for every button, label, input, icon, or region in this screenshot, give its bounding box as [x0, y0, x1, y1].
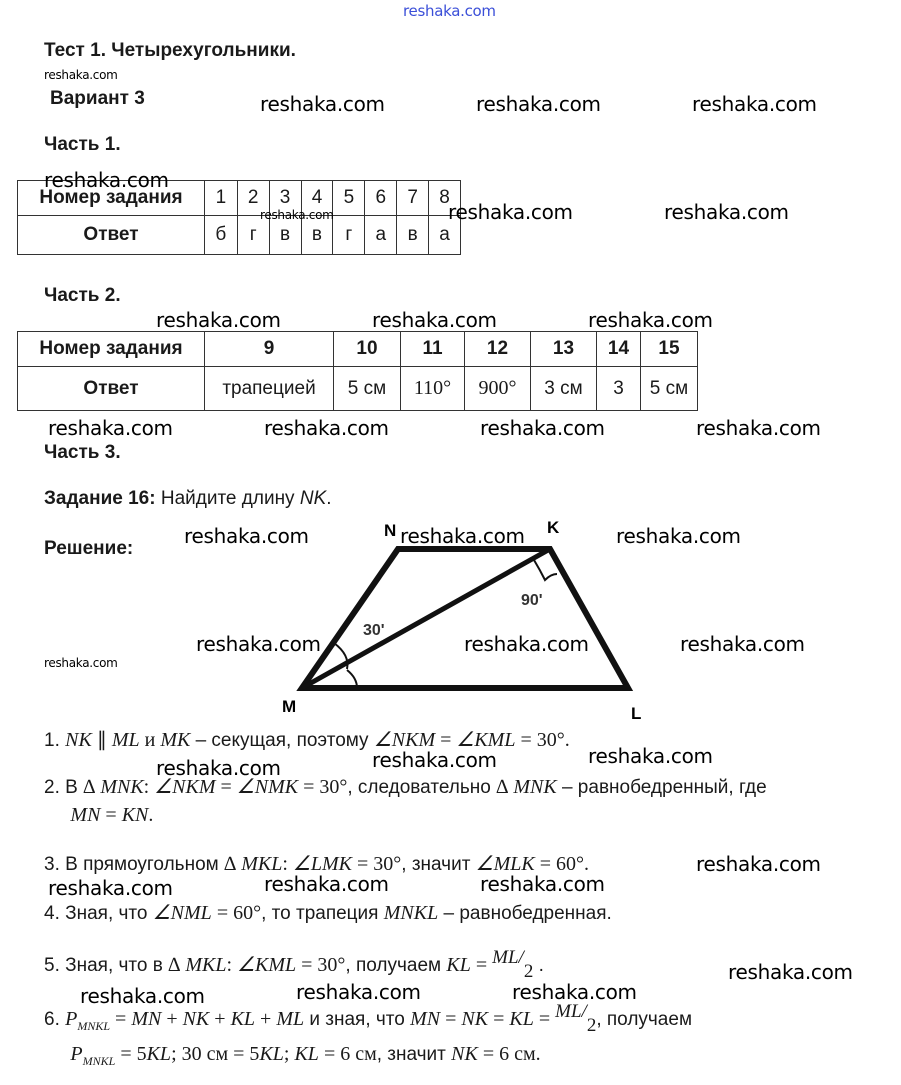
solution-text: 4. Зная, что: [44, 903, 153, 924]
watermark: reshaka.com: [588, 308, 713, 332]
math-expression: =: [215, 776, 237, 798]
math-expression: ∠NMK: [236, 776, 299, 798]
task-number: 3: [269, 181, 301, 216]
document-title: Тест 1. Четырехугольники.: [44, 40, 296, 61]
math-expression: NK: [451, 1043, 478, 1065]
solution-text: , получаем: [345, 955, 447, 976]
math-expression: ML/2: [555, 1001, 597, 1036]
math-expression: ML: [276, 1008, 305, 1030]
row-header-label: Номер задания: [18, 332, 205, 367]
row-answer-label: Ответ: [18, 216, 205, 255]
answer-cell: 900°: [465, 367, 531, 411]
math-expression: ; 30 см = 5: [171, 1043, 260, 1065]
task-number: 13: [531, 332, 597, 367]
fraction-denominator: 2: [586, 1015, 597, 1036]
math-expression: MNKL: [383, 902, 439, 924]
answer-cell: в: [301, 216, 333, 255]
math-expression: =: [470, 954, 493, 976]
math-expression: = 60°.: [534, 853, 590, 875]
task-variable: NK: [299, 488, 327, 509]
answer-cell: г: [333, 216, 365, 255]
watermark: reshaka.com: [48, 416, 173, 440]
watermark: reshaka.com: [400, 524, 525, 548]
solution-text: – равнобедренный, где: [556, 777, 767, 798]
math-expression: NK: [182, 1008, 210, 1030]
task-number: 4: [301, 181, 333, 216]
vertex-label-k: K: [547, 518, 560, 537]
watermark: reshaka.com: [156, 308, 281, 332]
solution-step-4: [44, 900, 612, 925]
watermark: reshaka.com: [196, 632, 321, 656]
math-expression: и: [139, 729, 161, 751]
watermark: reshaka.com: [264, 872, 389, 896]
task-number: 11: [401, 332, 465, 367]
math-expression: KL: [509, 1008, 534, 1030]
watermark: reshaka.com: [696, 416, 821, 440]
math-expression: ∠NML: [152, 902, 212, 924]
math-expression: :: [282, 853, 293, 875]
math-expression: MN: [410, 1008, 441, 1030]
math-expression: ∠NKM: [154, 776, 216, 798]
answer-cell: г: [237, 216, 269, 255]
solution-text: 5. Зная, что в: [44, 955, 169, 976]
watermark: reshaka.com: [184, 524, 309, 548]
watermark: reshaka.com: [480, 872, 605, 896]
solution-step-2-cont: [44, 804, 153, 827]
math-expression: ∆: [168, 954, 186, 976]
watermark: reshaka.com: [512, 980, 637, 1004]
watermark-top-link[interactable]: reshaka.com: [403, 2, 496, 20]
math-expression: =: [435, 729, 457, 751]
math-expression: ∠MLK: [475, 853, 535, 875]
watermark: reshaka.com: [616, 524, 741, 548]
solution-text: 3. В прямоугольном: [44, 854, 224, 875]
math-expression: P: [65, 1008, 78, 1030]
diagonal-mk: [302, 549, 550, 688]
task-number: 10: [334, 332, 401, 367]
math-expression: MNKL: [82, 1053, 116, 1068]
math-expression: MN: [131, 1008, 162, 1030]
math-expression: ∆: [496, 776, 514, 798]
watermark: reshaka.com: [696, 852, 821, 876]
right-angle-mark: [534, 560, 557, 580]
row-header-label: Номер задания: [18, 181, 205, 216]
watermark: reshaka.com: [260, 92, 385, 116]
task-number: 7: [397, 181, 429, 216]
solution-text: и зная, что: [304, 1009, 411, 1030]
math-expression: MKL: [241, 853, 283, 875]
part2-heading: Часть 2.: [44, 285, 121, 306]
part3-heading: Часть 3.: [44, 442, 121, 463]
task-end: .: [326, 488, 332, 509]
math-expression: ;: [283, 1043, 295, 1065]
fraction-denominator: 2: [523, 961, 534, 982]
answer-cell: трапецией: [205, 367, 334, 411]
watermark: reshaka.com: [448, 200, 573, 224]
solution-text: , значит: [376, 1044, 452, 1065]
solution-text: , значит: [401, 854, 476, 875]
watermark: reshaka.com: [692, 92, 817, 116]
solution-label: Решение:: [44, 538, 134, 559]
task-number: 5: [333, 181, 365, 216]
math-expression: NK: [65, 729, 92, 751]
solution-text: 2. В: [44, 777, 84, 798]
answer-cell: 5 см: [641, 367, 698, 411]
math-expression: ∥: [91, 729, 112, 751]
math-expression: =: [110, 1008, 132, 1030]
task-number: 9: [205, 332, 334, 367]
watermark: reshaka.com: [48, 876, 173, 900]
math-expression: = 6 см: [318, 1043, 377, 1065]
answer-cell: 3 см: [531, 367, 597, 411]
math-expression: = 5: [115, 1043, 147, 1065]
vertex-label-l: L: [631, 704, 642, 723]
watermark: reshaka.com: [728, 960, 853, 984]
math-expression: =: [440, 1008, 462, 1030]
math-expression: =: [100, 804, 122, 826]
angle-label-90: 90': [521, 592, 543, 609]
watermark: reshaka.com: [480, 416, 605, 440]
answer-cell: в: [397, 216, 429, 255]
math-expression: ∠LMK: [292, 853, 352, 875]
task-number: 2: [237, 181, 269, 216]
row-answer-label: Ответ: [18, 367, 205, 411]
solution-step-6: [44, 1001, 693, 1036]
math-expression: :: [143, 776, 155, 798]
math-expression: ML/2: [492, 947, 534, 982]
solution-text: 1.: [44, 730, 66, 751]
math-expression: ∆: [223, 853, 242, 875]
math-expression: NK: [461, 1008, 489, 1030]
math-expression: +: [161, 1008, 183, 1030]
watermark: reshaka.com: [156, 756, 281, 780]
solution-text: .: [533, 955, 544, 976]
watermark: reshaka.com: [264, 416, 389, 440]
math-expression: =: [488, 1008, 510, 1030]
part1-heading: Часть 1.: [44, 134, 121, 155]
watermark: reshaka.com: [296, 980, 421, 1004]
answer-cell: 5 см: [334, 367, 401, 411]
math-expression: P: [70, 1043, 83, 1065]
answer-cell: 3: [597, 367, 641, 411]
answer-cell: а: [365, 216, 397, 255]
watermark: reshaka.com: [476, 92, 601, 116]
task-number: 8: [429, 181, 461, 216]
math-expression: +: [209, 1008, 231, 1030]
watermark: reshaka.com: [464, 632, 589, 656]
math-expression: MNK: [513, 776, 557, 798]
watermark: reshaka.com: [260, 208, 334, 222]
task-number: 15: [641, 332, 698, 367]
trapezoid-mnkl: [302, 549, 628, 688]
watermark: reshaka.com: [80, 984, 205, 1008]
answer-cell: б: [205, 216, 238, 255]
watermark: reshaka.com: [664, 200, 789, 224]
solution-text: – секущая, поэтому: [190, 730, 374, 751]
math-expression: MNKL: [77, 1018, 111, 1033]
solution-text: 6.: [44, 1009, 66, 1030]
task-number: 6: [365, 181, 397, 216]
task-text: Найдите длину: [155, 488, 300, 509]
math-expression: ML: [111, 729, 140, 751]
math-expression: KL: [146, 1043, 172, 1065]
math-expression: .: [148, 804, 154, 826]
math-expression: ∆: [83, 776, 101, 798]
answer-cell: в: [269, 216, 301, 255]
watermark: reshaka.com: [44, 168, 169, 192]
math-expression: KL: [446, 954, 471, 976]
vertex-label-n: N: [384, 521, 397, 540]
vertex-label-m: M: [282, 697, 297, 716]
answer-cell: а: [429, 216, 461, 255]
math-expression: KN: [121, 804, 149, 826]
math-expression: = 30°: [296, 954, 346, 976]
solution-text: , получаем: [596, 1009, 693, 1030]
math-expression: :: [226, 954, 238, 976]
math-expression: =: [533, 1008, 556, 1030]
watermark: reshaka.com: [372, 748, 497, 772]
math-expression: = 6 см.: [477, 1043, 541, 1065]
math-expression: MNK: [100, 776, 144, 798]
math-expression: KL: [294, 1043, 319, 1065]
math-expression: ∠KML: [237, 954, 297, 976]
watermark: reshaka.com: [372, 308, 497, 332]
math-expression: ∠NKM: [373, 729, 436, 751]
task-number: 12: [465, 332, 531, 367]
math-expression: MKL: [185, 954, 227, 976]
solution-text: [44, 1044, 70, 1065]
variant-heading: Вариант 3: [50, 88, 145, 109]
task-number: 1: [205, 181, 238, 216]
watermark: reshaka.com: [588, 744, 713, 768]
solution-step-5: [44, 947, 544, 982]
watermark: reshaka.com: [44, 656, 118, 670]
answer-cell: 110°: [401, 367, 465, 411]
task-label: Задание 16:: [44, 488, 156, 509]
math-expression: KL: [230, 1008, 256, 1030]
math-expression: ∠KML: [456, 729, 516, 751]
math-expression: MK: [160, 729, 191, 751]
solution-text: – равнобедренная.: [438, 903, 612, 924]
watermark: reshaka.com: [44, 68, 118, 82]
math-expression: +: [255, 1008, 277, 1030]
math-expression: MN: [70, 804, 101, 826]
solution-step-6-cont: [44, 1043, 541, 1069]
solution-text: , следовательно: [347, 777, 497, 798]
math-expression: = 30°: [351, 853, 402, 875]
solution-step-2: [44, 774, 767, 799]
math-expression: = 30°.: [515, 729, 570, 751]
math-expression: KL: [259, 1043, 284, 1065]
math-expression: = 60°: [211, 902, 262, 924]
solution-text: [44, 805, 70, 826]
watermark: reshaka.com: [680, 632, 805, 656]
angle-label-30: 30': [363, 622, 385, 639]
solution-text: , то трапеция: [261, 903, 384, 924]
math-expression: = 30°: [298, 776, 348, 798]
task-number: 14: [597, 332, 641, 367]
